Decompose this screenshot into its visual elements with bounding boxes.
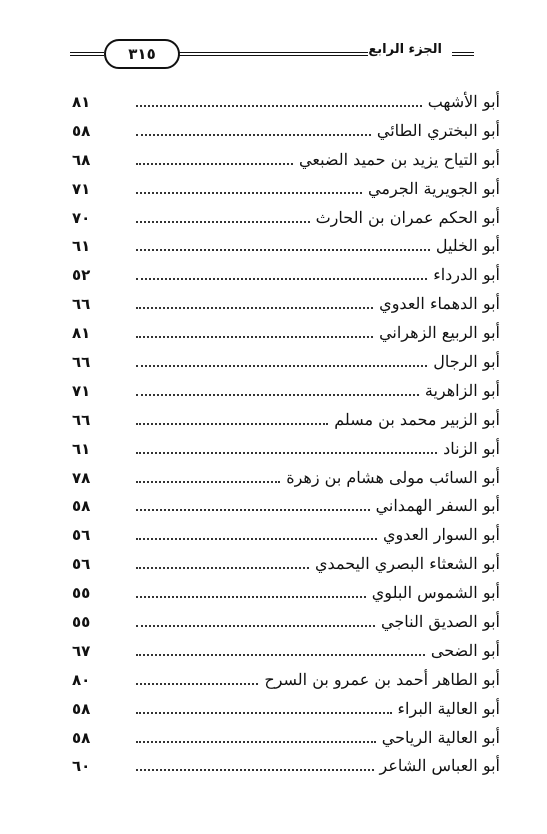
entry-name: أبو الطاهر أحمد بن عمرو بن السرح: [264, 669, 500, 689]
index-entry: [72, 204, 500, 233]
entry-name: أبو الأشهب: [427, 92, 500, 111]
entry-page-number: ٦٠: [72, 757, 91, 776]
entry-name: أبو العباس الشاعر: [379, 756, 500, 776]
header-rule-left: [70, 52, 104, 56]
entry-page-number: ٥٥: [72, 613, 91, 632]
entry-name: أبو الشموس البلوي: [371, 583, 500, 603]
index-entry: [72, 637, 500, 666]
dot-leader: [136, 336, 373, 338]
entry-name: أبو العالية الرياحي: [381, 727, 500, 747]
dot-leader: [136, 567, 309, 569]
entry-page-number: ٦١: [72, 439, 91, 458]
index-entry: [72, 550, 500, 579]
entry-page-number: ٥٦: [72, 526, 91, 545]
index-list: [72, 88, 500, 781]
entry-page-number: ٧٨: [72, 468, 91, 487]
entry-name: أبو السائب مولى هشام بن زهرة: [286, 467, 500, 487]
header-rule-right: [452, 52, 474, 56]
entry-name: أبو الزاهرية: [424, 380, 500, 400]
entry-page-number: ٧١: [72, 381, 91, 400]
dot-leader: [136, 509, 370, 511]
dot-leader: [136, 221, 310, 223]
index-entry: [72, 492, 500, 521]
entry-page-number: ٦٦: [72, 353, 91, 372]
entry-page-number: ٥٥: [72, 584, 91, 603]
entry-page-number: ٦٧: [72, 641, 91, 660]
entry-page-number: ٥٨: [72, 497, 91, 516]
entry-page-number: ٦٦: [72, 295, 91, 314]
entry-name: أبو الزناد: [443, 438, 500, 458]
dot-leader: [136, 481, 280, 483]
page-number: ٣١٥: [128, 45, 156, 63]
dot-leader: [136, 278, 427, 280]
dot-leader: [136, 712, 392, 714]
entry-name: أبو الجويرية الجرمي: [368, 178, 500, 198]
dot-leader: [136, 769, 374, 771]
entry-page-number: ٥٦: [72, 555, 91, 574]
page-number-oval: [104, 39, 180, 69]
entry-page-number: ٦٨: [72, 150, 91, 169]
entry-name: أبو البختري الطائي: [376, 120, 500, 140]
index-entry: [72, 435, 500, 464]
entry-name: أبو التياح يزيد بن حميد الضبعي: [299, 149, 500, 169]
entry-page-number: ٨٠: [72, 670, 91, 689]
entry-page-number: ٥٢: [72, 266, 91, 285]
page-header: [70, 36, 470, 72]
entry-name: أبو الدهماء العدوي: [379, 294, 500, 314]
entry-page-number: ٦٦: [72, 410, 91, 429]
index-entry: [72, 464, 500, 493]
dot-leader: [136, 452, 437, 454]
entry-name: أبو الحكم عمران بن الحارث: [315, 207, 500, 227]
dot-leader: [136, 192, 362, 194]
dot-leader: [136, 394, 419, 396]
dot-leader: [136, 423, 328, 425]
entry-page-number: ٦١: [72, 237, 91, 256]
dot-leader: [136, 741, 376, 743]
entry-name: أبو الدرداء: [433, 265, 500, 285]
dot-leader: [136, 365, 427, 367]
dot-leader: [136, 105, 422, 107]
dot-leader: [136, 654, 425, 656]
entry-page-number: ٨١: [72, 93, 91, 111]
index-entry: [72, 579, 500, 608]
entry-name: أبو الشعثاء البصري اليحمدي: [315, 554, 500, 574]
index-entry: [72, 348, 500, 377]
part-title: الجزء الرابع: [368, 42, 442, 57]
dot-leader: [136, 596, 366, 598]
dot-leader: [136, 625, 375, 627]
index-entry: [72, 406, 500, 435]
dot-leader: [136, 683, 258, 685]
dot-leader: [136, 134, 371, 136]
entry-page-number: ٥٨: [72, 728, 91, 747]
index-entry: [72, 608, 500, 637]
entry-page-number: ٥٨: [72, 121, 91, 140]
entry-page-number: ٨١: [72, 324, 91, 343]
entry-name: أبو العالية البراء: [397, 698, 500, 718]
entry-name: أبو الزبير محمد بن مسلم: [334, 409, 500, 429]
index-entry: [72, 261, 500, 290]
entry-name: أبو السوار العدوي: [382, 525, 500, 545]
entry-name: أبو الربيع الزهراني: [379, 323, 500, 343]
dot-leader: [136, 249, 430, 251]
index-entry: [72, 88, 500, 117]
entry-name: أبو الضحى: [430, 640, 500, 660]
index-entry: [72, 666, 500, 695]
entry-name: أبو الخليل: [435, 236, 500, 256]
header-rule-middle: [178, 52, 368, 56]
index-entry: [72, 377, 500, 406]
entry-name: أبو السفر الهمداني: [375, 496, 500, 516]
entry-name: أبو الرجال: [433, 352, 500, 372]
index-entry: [72, 232, 500, 261]
index-entry: [72, 175, 500, 204]
index-entry: [72, 290, 500, 319]
index-entry: [72, 117, 500, 146]
index-entry: [72, 146, 500, 175]
entry-page-number: ٧٠: [72, 208, 91, 227]
entry-page-number: ٥٨: [72, 699, 91, 718]
entry-name: أبو الصديق الناجي: [381, 612, 500, 632]
index-entry: [72, 319, 500, 348]
entry-page-number: ٧١: [72, 179, 91, 198]
dot-leader: [136, 163, 293, 165]
index-entry: [72, 521, 500, 550]
index-entry: [72, 752, 500, 781]
dot-leader: [136, 538, 377, 540]
index-entry: [72, 724, 500, 753]
index-entry: [72, 695, 500, 724]
dot-leader: [136, 307, 373, 309]
